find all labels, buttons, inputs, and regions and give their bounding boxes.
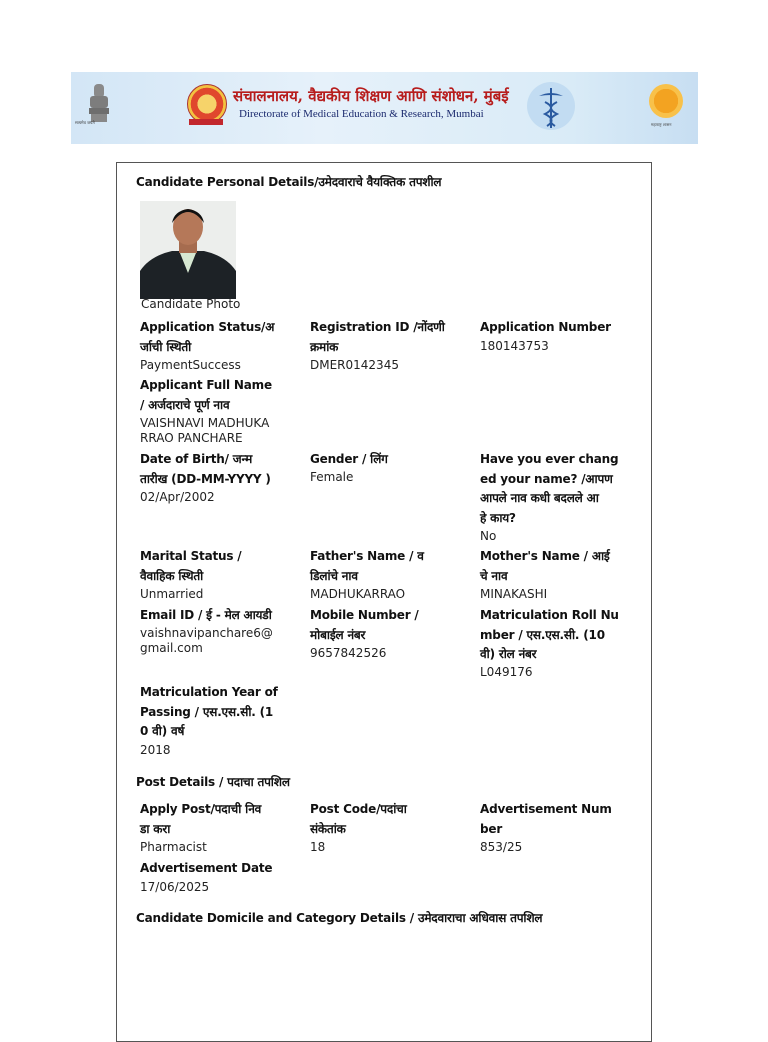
dmer-logo-icon bbox=[187, 84, 227, 124]
label-line: वी) रोल नंबर bbox=[480, 647, 537, 661]
apply-post-value: Pharmacist bbox=[140, 840, 207, 854]
mobile-label bbox=[310, 606, 460, 645]
email-label: Email ID / ई - मेल आयडी bbox=[140, 608, 272, 622]
domicile-details-title: Candidate Domicile and Category Details / उमेदवाराचा अधिवास तपशिल bbox=[136, 911, 543, 925]
post-code-value: 18 bbox=[310, 840, 326, 854]
label-line: Advertisement Num bbox=[480, 802, 612, 816]
application-status-value: PaymentSuccess bbox=[140, 358, 241, 372]
name-change-label bbox=[480, 450, 630, 528]
value-line: VAISHNAVI MADHUKA bbox=[140, 416, 270, 430]
header-banner bbox=[71, 72, 698, 144]
marital-status-label bbox=[140, 547, 290, 586]
value-line: gmail.com bbox=[140, 641, 203, 655]
father-name-label bbox=[310, 547, 460, 586]
label-line: / अर्जदाराचे पूर्ण नाव bbox=[140, 397, 230, 412]
gender-value: Female bbox=[310, 470, 354, 484]
dob-label bbox=[140, 450, 290, 489]
advertisement-date-label: Advertisement Date bbox=[140, 861, 273, 875]
label-line: Passing / एस.एस.सी. (1 bbox=[140, 704, 274, 719]
name-change-value: No bbox=[480, 529, 497, 543]
apply-post-label bbox=[140, 800, 290, 839]
personal-details-title: Candidate Personal Details/उमेदवाराचे वैयक्तिक तपशील bbox=[136, 175, 442, 189]
advertisement-number-value: 853/25 bbox=[480, 840, 523, 854]
mobile-value: 9657842526 bbox=[310, 646, 387, 660]
label-line: डा करा bbox=[140, 821, 171, 836]
label-line: Marital Status / bbox=[140, 549, 242, 563]
candidate-photo bbox=[140, 201, 236, 299]
label-line: Have you ever chang bbox=[480, 452, 619, 466]
caduceus-icon bbox=[521, 80, 581, 136]
maharashtra-seal-icon bbox=[649, 84, 683, 118]
label-line: Applicant Full Name bbox=[140, 378, 272, 392]
label-line: Matriculation Roll Nu bbox=[480, 608, 619, 622]
label-line: मोबाईल नंबर bbox=[310, 627, 366, 642]
label-line: Apply Post/पदाची निव bbox=[140, 802, 262, 816]
label-line: Father's Name / व bbox=[310, 549, 424, 563]
label-line: आपले नाव कधी बदलले आ bbox=[480, 491, 599, 505]
matriculation-year-value: 2018 bbox=[140, 743, 171, 757]
matriculation-roll-value: L049176 bbox=[480, 665, 533, 679]
label-line: क्रमांक bbox=[310, 339, 339, 354]
label-line: Application Status/अ bbox=[140, 320, 275, 334]
label-line: संकेतांक bbox=[310, 821, 346, 836]
label-line: 0 वी) वर्ष bbox=[140, 724, 185, 738]
label-line: Matriculation Year of bbox=[140, 685, 278, 699]
marital-status-value: Unmarried bbox=[140, 587, 204, 601]
header-title-marathi: संचालनालय, वैद्यकीय शिक्षण आणि संशोधन, मुंबई bbox=[233, 87, 509, 105]
label-line: डिलांचे नाव bbox=[310, 568, 358, 583]
application-number-value: 180143753 bbox=[480, 339, 549, 353]
matriculation-year-label bbox=[140, 683, 290, 742]
label-line: mber / एस.एस.सी. (10 bbox=[480, 627, 605, 642]
gender-label: Gender / लिंग bbox=[310, 452, 388, 466]
full-name-label bbox=[140, 376, 290, 415]
dmer-logo-ribbon bbox=[189, 119, 223, 125]
label-line: तारीख (DD-MM-YYYY ) bbox=[140, 471, 271, 486]
candidate-photo-image bbox=[140, 201, 236, 299]
advertisement-date-value: 17/06/2025 bbox=[140, 880, 210, 894]
full-name-value bbox=[140, 416, 290, 446]
dob-value: 02/Apr/2002 bbox=[140, 490, 215, 504]
registration-id-label bbox=[310, 318, 460, 357]
registration-id-value: DMER0142345 bbox=[310, 358, 399, 372]
maharashtra-caption: महाराष्ट्र शासन bbox=[651, 122, 672, 127]
label-line: हे काय? bbox=[480, 510, 516, 525]
header-title-english: Directorate of Medical Education & Research, Mumbai bbox=[239, 108, 484, 120]
post-details-title: Post Details / पदाचा तपशिल bbox=[136, 775, 290, 789]
label-line: ed your name? /आपण bbox=[480, 471, 613, 486]
application-status-label bbox=[140, 318, 290, 357]
label-line: ber bbox=[480, 821, 503, 836]
father-name-value: MADHUKARRAO bbox=[310, 587, 406, 601]
mother-name-label bbox=[480, 547, 630, 586]
label-line: Date of Birth/ जन्म bbox=[140, 452, 253, 466]
label-line: वैवाहिक स्थिती bbox=[140, 568, 204, 583]
value-line: vaishnavipanchare6@ bbox=[140, 626, 273, 640]
email-value bbox=[140, 626, 290, 656]
value-line: RRAO PANCHARE bbox=[140, 431, 243, 445]
candidate-photo-caption: Candidate Photo bbox=[141, 297, 241, 311]
mother-name-value: MINAKASHI bbox=[480, 587, 548, 601]
label-line: Registration ID /नोंदणी bbox=[310, 320, 445, 334]
emblem-caption: सत्यमेव जयते bbox=[75, 120, 95, 125]
label-line: Mother's Name / आई bbox=[480, 549, 610, 563]
label-line: चे नाव bbox=[480, 568, 508, 583]
label-line: र्जाची स्थिती bbox=[140, 339, 192, 354]
application-number-label: Application Number bbox=[480, 320, 611, 334]
label-line: Mobile Number / bbox=[310, 608, 419, 622]
matriculation-roll-label bbox=[480, 606, 630, 665]
post-code-label bbox=[310, 800, 460, 839]
label-line: Post Code/पदांचा bbox=[310, 802, 407, 816]
advertisement-number-label bbox=[480, 800, 630, 839]
